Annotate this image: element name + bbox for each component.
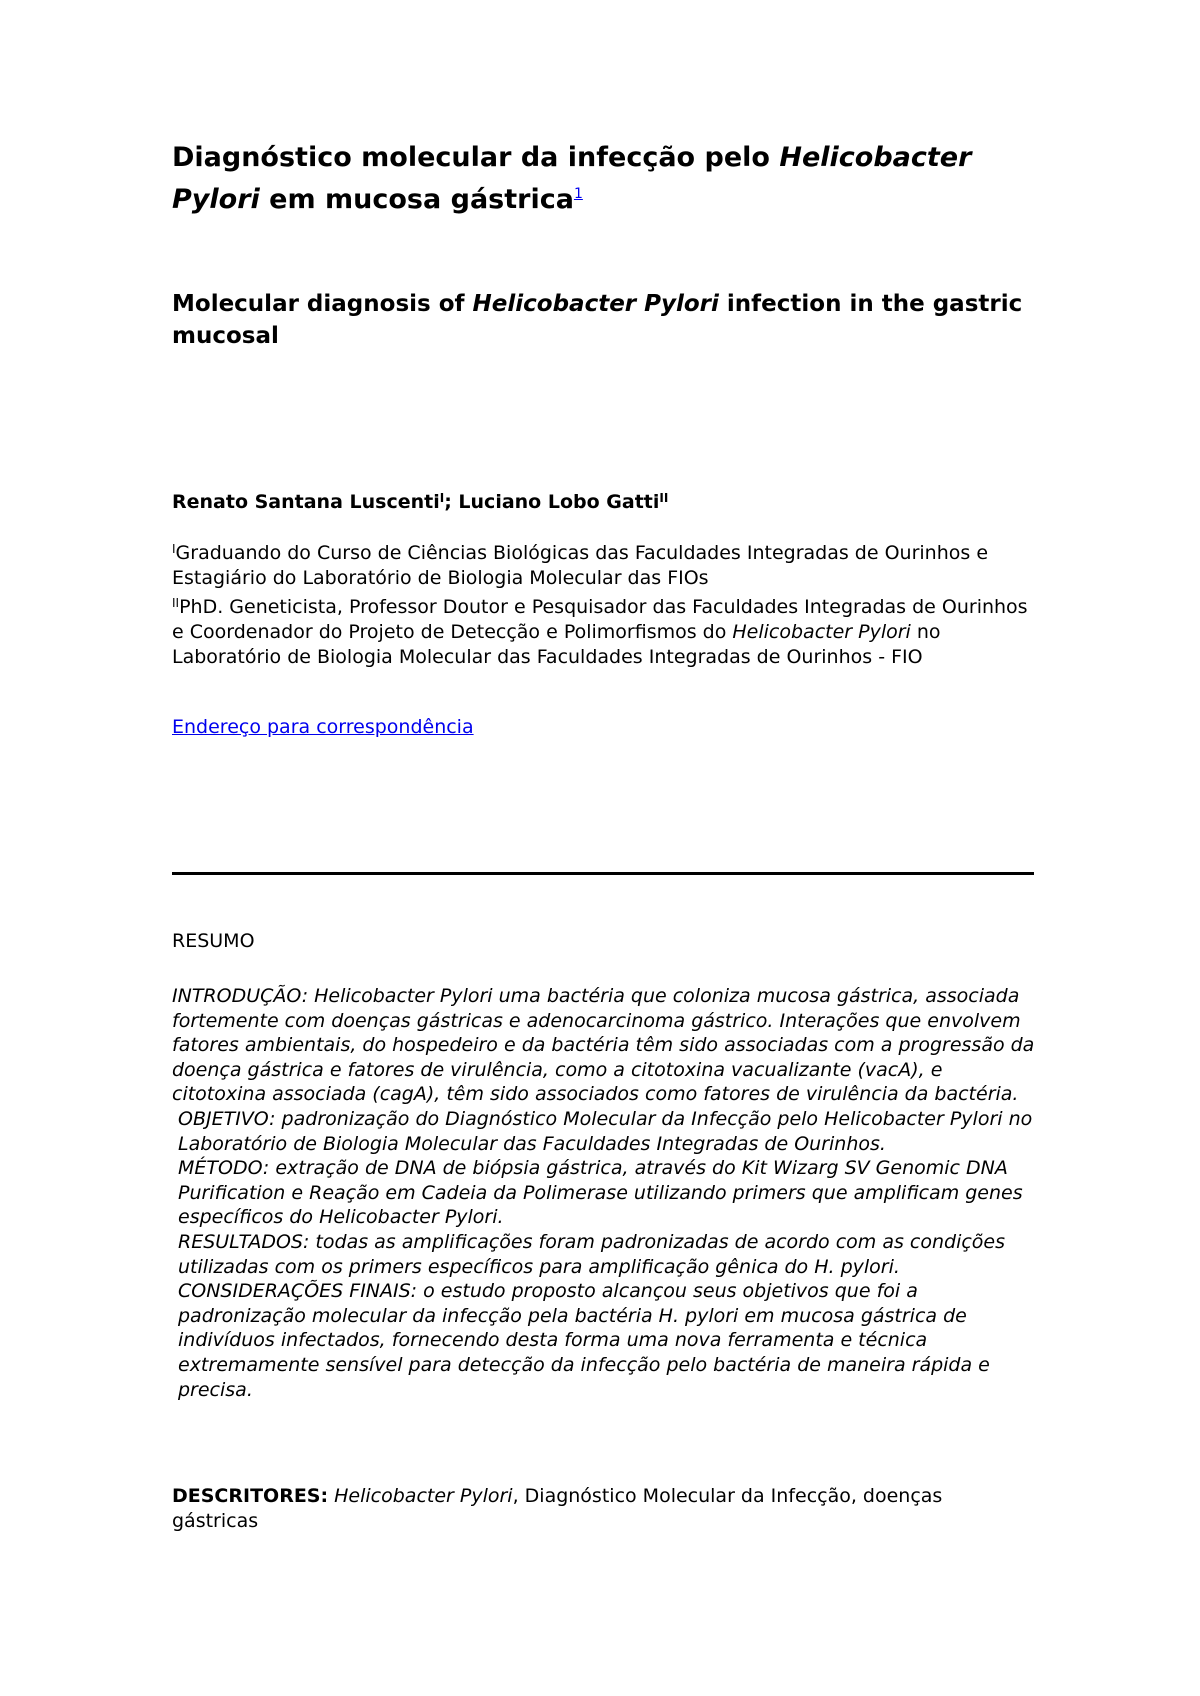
author-affil-marker: I: [439, 491, 445, 505]
section-label: OBJETIVO:: [178, 1107, 276, 1130]
author-affil-marker: II: [659, 491, 669, 505]
article-title-pt: [172, 140, 1032, 218]
correspondence-link[interactable]: Endereço para correspondência: [172, 716, 474, 738]
keywords-text: , Diagnóstico Molecular da Infecção, doenças gástricas: [172, 1485, 943, 1532]
section-label: RESULTADOS:: [178, 1230, 310, 1253]
abstract-consideracoes: [172, 1279, 1042, 1402]
title-pt-part1: Diagnóstico molecular da infecção pelo: [172, 142, 780, 173]
section-text: o estudo proposto alcançou seus objetivos que foi a padronização molecular da infecção pela bactéria H. pylori em mucosa gástrica de indivíduos infectados, fornecendo desta forma uma nova ferramenta e técnica extremamente sensível para detecção da infecção pelo bactéria de maneira rápida e precisa.: [178, 1280, 990, 1401]
section-label: CONSIDERAÇÕES FINAIS:: [178, 1280, 418, 1303]
abstract-resultados: [172, 1230, 1042, 1279]
footnote-link[interactable]: 1: [573, 186, 583, 202]
keywords-italic: Helicobacter Pylori: [328, 1485, 513, 1507]
abstract-metodo: [172, 1156, 1042, 1230]
affil-text: Graduando do Curso de Ciências Biológicas das Faculdades Integradas de Ourinhos e Estagiário do Laboratório de Biologia Molecular das FIOs: [172, 542, 989, 589]
article-title-en: [172, 288, 1032, 352]
title-en-italic: Helicobacter Pylori: [472, 291, 719, 317]
affil-text: no Laboratório de Biologia Molecular das Faculdades Integradas de Ourinhos - FIO: [172, 621, 941, 668]
resumo-heading: RESUMO: [172, 930, 255, 952]
affiliation-2: [172, 591, 1032, 670]
author-name: Renato Santana Luscenti: [172, 491, 440, 513]
abstract: [172, 984, 1042, 1402]
section-text: Helicobacter Pylori uma bactéria que coloniza mucosa gástrica, associada fortemente com doenças gástricas e adenocarcinoma gástrico. Interações que envolvem fatores ambientais, do hospedeiro e da bactéria têm sido associadas com a progressão da doença gástrica e fatores de virulência, como a citotoxina vacualizante (vacA), e citotoxina associada (cagA), têm sido associados como fatores de virulência da bactéria.: [172, 985, 1035, 1106]
author-list: [172, 485, 1032, 515]
title-en-part1: Molecular diagnosis of: [172, 291, 473, 317]
author-separator: ;: [444, 491, 459, 513]
section-text: extração de DNA de biópsia gástrica, através do Kit Wizarg SV Genomic DNA Purification e Reação em Cadeia da Polimerase utilizando primers que amplificam genes específicos do Helicobacter Pylori.: [178, 1157, 1023, 1229]
title-pt-italic: Helicobacter Pylori: [172, 142, 972, 215]
section-label: INTRODUÇÃO:: [172, 985, 309, 1007]
title-pt-part2: em mucosa gástrica: [259, 184, 574, 215]
section-divider: [172, 872, 1034, 875]
section-text: todas as amplificações foram padronizadas de acordo com as condições utilizadas com os primers específicos para amplificação gênica do H. pylori.: [178, 1230, 1006, 1278]
affil-marker: II: [172, 596, 180, 610]
affiliation-1: [172, 537, 1032, 591]
section-label: MÉTODO:: [178, 1157, 270, 1180]
affil-marker: I: [172, 542, 176, 556]
keywords-label: DESCRITORES:: [172, 1485, 329, 1507]
title-en-part2: infection in the gastric mucosal: [172, 291, 1023, 349]
abstract-introducao: [172, 984, 1042, 1107]
author-name: Luciano Lobo Gatti: [458, 491, 660, 513]
section-text: padronização do Diagnóstico Molecular da Infecção pelo Helicobacter Pylori no Laboratório de Biologia Molecular das Faculdades Integradas de Ourinhos.: [178, 1107, 1033, 1155]
affiliations: [172, 537, 1032, 670]
keywords: [172, 1484, 1032, 1534]
abstract-objetivo: [172, 1107, 1042, 1156]
affil-text: PhD. Geneticista, Professor Doutor e Pesquisador das Faculdades Integradas de Ourinhos e Coordenador do Projeto de Detecção e Polimorfismos do: [172, 596, 1028, 643]
affil-italic: Helicobacter Pylori: [732, 621, 911, 643]
